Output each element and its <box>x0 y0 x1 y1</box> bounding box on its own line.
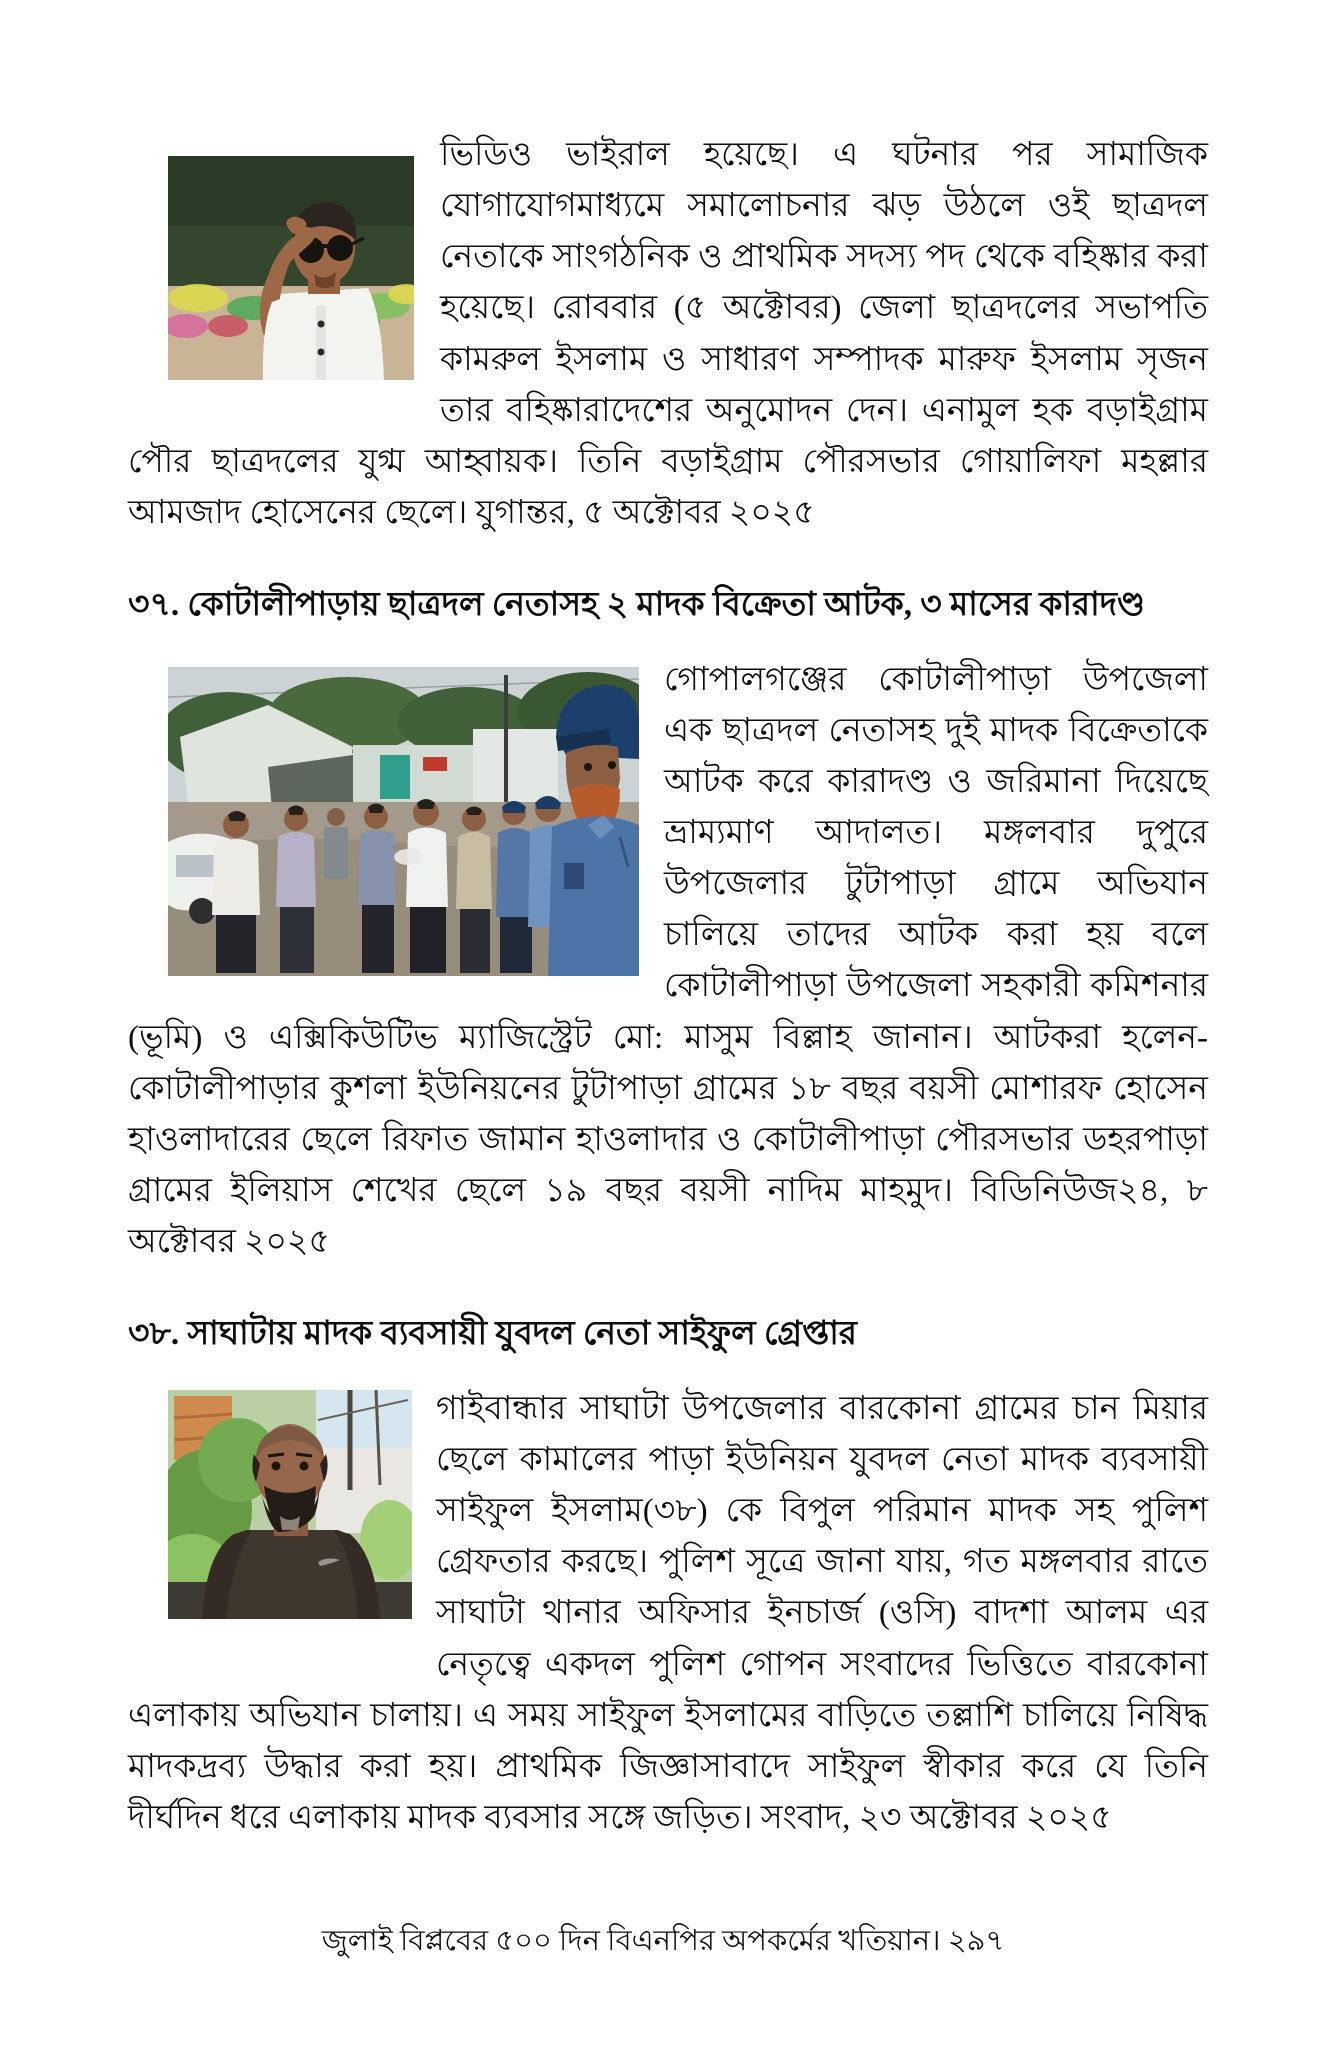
page-content <box>128 130 1208 1844</box>
article-36-text: ভিডিও ভাইরাল হয়েছে। এ ঘটনার পর সামাজিক যোগাযোগমাধ্যমে সমালোচনার ঝড় উঠলে ওই ছাত্রদল নেতাকে সাংগঠনিক ও প্রাথমিক সদস্য পদ থেকে বহিষ্কার করা হয়েছে। রোববার (৫ অক্টোবর) জেলা ছাত্রদলের সভাপতি কামরুল ইসলাম ও সাধারণ সম্পাদক মারুফ ইসলাম সৃজন তার বহিষ্কারাদেশের অনুমোদন দেন। এনামুল হক বড়াইগ্রাম পৌর ছাত্রদলের যুগ্ম আহ্বায়ক। তিনি বড়াইগ্রাম পৌরসভার গোয়ালিফা মহল্লার আমজাদ হোসেনের ছেলে। যুগান্তর, ৫ অক্টোবর ২০২৫ <box>128 137 1208 531</box>
article-37-text: গোপালগঞ্জের কোটালীপাড়া উপজেলা এক ছাত্রদল নেতাসহ দুই মাদক বিক্রেতাকে আটক করে কারাদণ্ড ও জরিমানা দিয়েছে ভ্রাম্যমাণ আদালত। মঙ্গলবার দুপুরে উপজেলার টুটাপাড়া গ্রামে অভিযান চালিয়ে তাদের আটক করা হয় বলে কোটালীপাড়া উপজেলা সহকারী কমিশনার (ভূমি) ও এক্সিকিউটিভ ম্যাজিস্ট্রেট মো: মাসুম বিল্লাহ জানান। আটকরা হলেন-কোটালীপাড়ার কুশলা ইউনিয়নের টুটাপাড়া গ্রামের ১৮ বছর বয়সী মোশারফ হোসেন হাওলাদারের ছেলে রিফাত জামান হাওলাদার ও কোটালীপাড়া পৌরসভার ডহরপাড়া গ্রামের ইলিয়াস শেখের ছেলে ১৯ বছর বয়সী নাদিম মাহমুদ। বিডিনিউজ২৪, ৮ অক্টোবর ২০২৫ <box>128 661 1208 1261</box>
photo-jubodal-leader-saiful <box>168 1390 412 1619</box>
photo-mobile-court-police-scene <box>168 667 639 976</box>
article-38 <box>128 1384 1208 1844</box>
article-37 <box>128 655 1208 1269</box>
photo-chhatradal-leader-sunglasses <box>168 156 414 380</box>
section-38-heading: ৩৮. সাঘাটায় মাদক ব্যবসায়ী যুবদল নেতা সাইফুল গ্রেপ্তার <box>128 1316 857 1353</box>
section-37-heading: ৩৭. কোটালীপাড়ায় ছাত্রদল নেতাসহ ২ মাদক বিক্রেতা আটক, ৩ মাসের কারাদণ্ড <box>128 587 1145 624</box>
person-background <box>324 808 348 879</box>
article-36-continued <box>128 130 1208 539</box>
officer-foreground <box>548 685 639 976</box>
page-footer: জুলাই বিপ্লবের ৫০০ দিন বিএনপির অপকর্মের খতিয়ান। ২৯৭ <box>321 1925 1005 1957</box>
article-38-text: গাইবান্ধার সাঘাটা উপজেলার বারকোনা গ্রামের চান মিয়ার ছেলে কামালের পাড়া ইউনিয়ন যুবদল নেতা মাদক ব্যবসায়ী সাইফুল ইসলাম(৩৮) কে বিপুল পরিমান মাদক সহ পুলিশ গ্রেফতার করছে। পুলিশ সূত্রে জানা যায়, গত মঙ্গলবার রাতে সাঘাটা থানার অফিসার ইনচার্জ (ওসি) বাদশা আলম এর নেতৃত্বে একদল পুলিশ গোপন সংবাদের ভিত্তিতে বারকোনা এলাকায় অভিযান চালায়। এ সময় সাইফুল ইসলামের বাড়িতে তল্লাশি চালিয়ে নিষিদ্ধ মাদকদ্রব্য উদ্ধার করা হয়। প্রাথমিক জিজ্ঞাসাবাদে সাইফুল স্বীকার করে যে তিনি দীর্ঘদিন ধরে এলাকায় মাদক ব্যবসার সঙ্গে জড়িত। সংবাদ, ২৩ অক্টোবর ২০২৫ <box>128 1390 1208 1836</box>
